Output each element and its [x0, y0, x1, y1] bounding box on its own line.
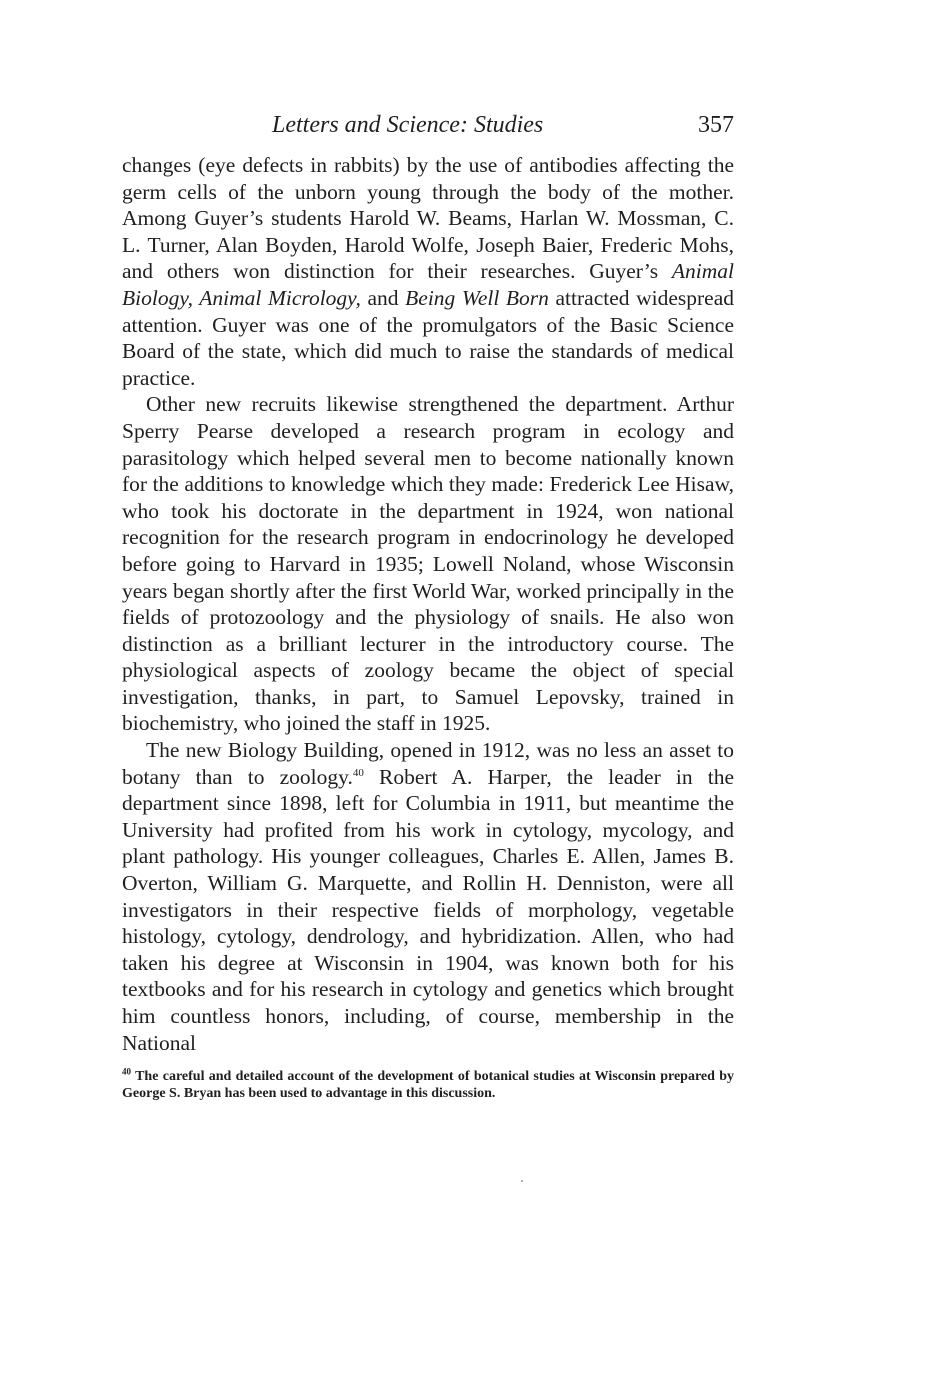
footnote-marker: 40: [122, 1066, 131, 1077]
running-head: [122, 110, 734, 140]
footnote-reference[interactable]: 40: [352, 766, 364, 779]
text-run: and: [360, 285, 406, 310]
page-number: 357: [698, 112, 734, 138]
paragraph: [122, 391, 734, 737]
book-title-animal-biology: Animal Biology, Animal Micrology,: [122, 259, 734, 310]
book-page: [122, 110, 734, 1102]
text-run: attracted widespread attention. Guyer was one of the promulgators of the Basic Science Board of the state, which did much to raise the standards of medical practice.: [122, 285, 735, 390]
text-run: The new Biology Building, opened in 1912, was no less an asset to botany than to zoology.: [122, 738, 734, 789]
book-title-being-well-born: Being Well Born: [405, 285, 549, 310]
text-run: changes (eye defects in rabbits) by the use of antibodies affecting the germ cells of the unborn young through the body of the mother. Among Guyer’s students Harold W. Beams, Harlan W. Mossman, C. L. Turner, Alan Boyden, Harold Wolfe, Joseph Baier, Frederic Mohs, and others won distinction for their researches. Guyer’s: [122, 153, 734, 284]
footnote-text: The careful and detailed account of the development of botanical studies at Wisconsin prepared by George S. Bryan has been used to advantage in this discussion.: [122, 1069, 735, 1102]
print-speck: [521, 1180, 523, 1182]
footnote: [122, 1068, 734, 1102]
text-run: Robert A. Harper, the leader in the department since 1898, left for Columbia in 1911, but meantime the University had profited from his work in cytology, mycology, and plant pathology. His younger colleagues, Charles E. Allen, James B. Overton, William G. Marquette, and Rollin H. Denniston, were all investigators in their respective fields of morphology, vegetable histology, cytology, dendrology, and hybridization. Allen, who had taken his degree at Wisconsin in 1904, was known both for his textbooks and for his research in cytology and genetics which brought him countless honors, including, of course, membership in the National: [122, 764, 734, 1055]
text-run: Other new recruits likewise strengthened the department. Arthur Sperry Pearse developed a research program in ecology and parasitology which helped several men to become nationally known for the additions to knowledge which they made: Frederick Lee Hisaw, who took his doctorate in the department in 1924, won national recognition for the research program in endocrinology he developed before going to Harvard in 1935; Lowell Noland, whose Wisconsin years began shortly after the first World War, worked principally in the fields of protozoology and the physiology of snails. He also won distinction as a brilliant lecturer in the introductory course. The physiological aspects of zoology became the object of special investigation, thanks, in part, to Samuel Lepovsky, trained in biochemistry, who joined the staff in 1925.: [122, 392, 734, 736]
paragraph: [122, 737, 734, 1056]
running-title: Letters and Science: Studies: [272, 112, 544, 138]
paragraph: [122, 152, 734, 391]
body-text: [122, 152, 734, 1056]
